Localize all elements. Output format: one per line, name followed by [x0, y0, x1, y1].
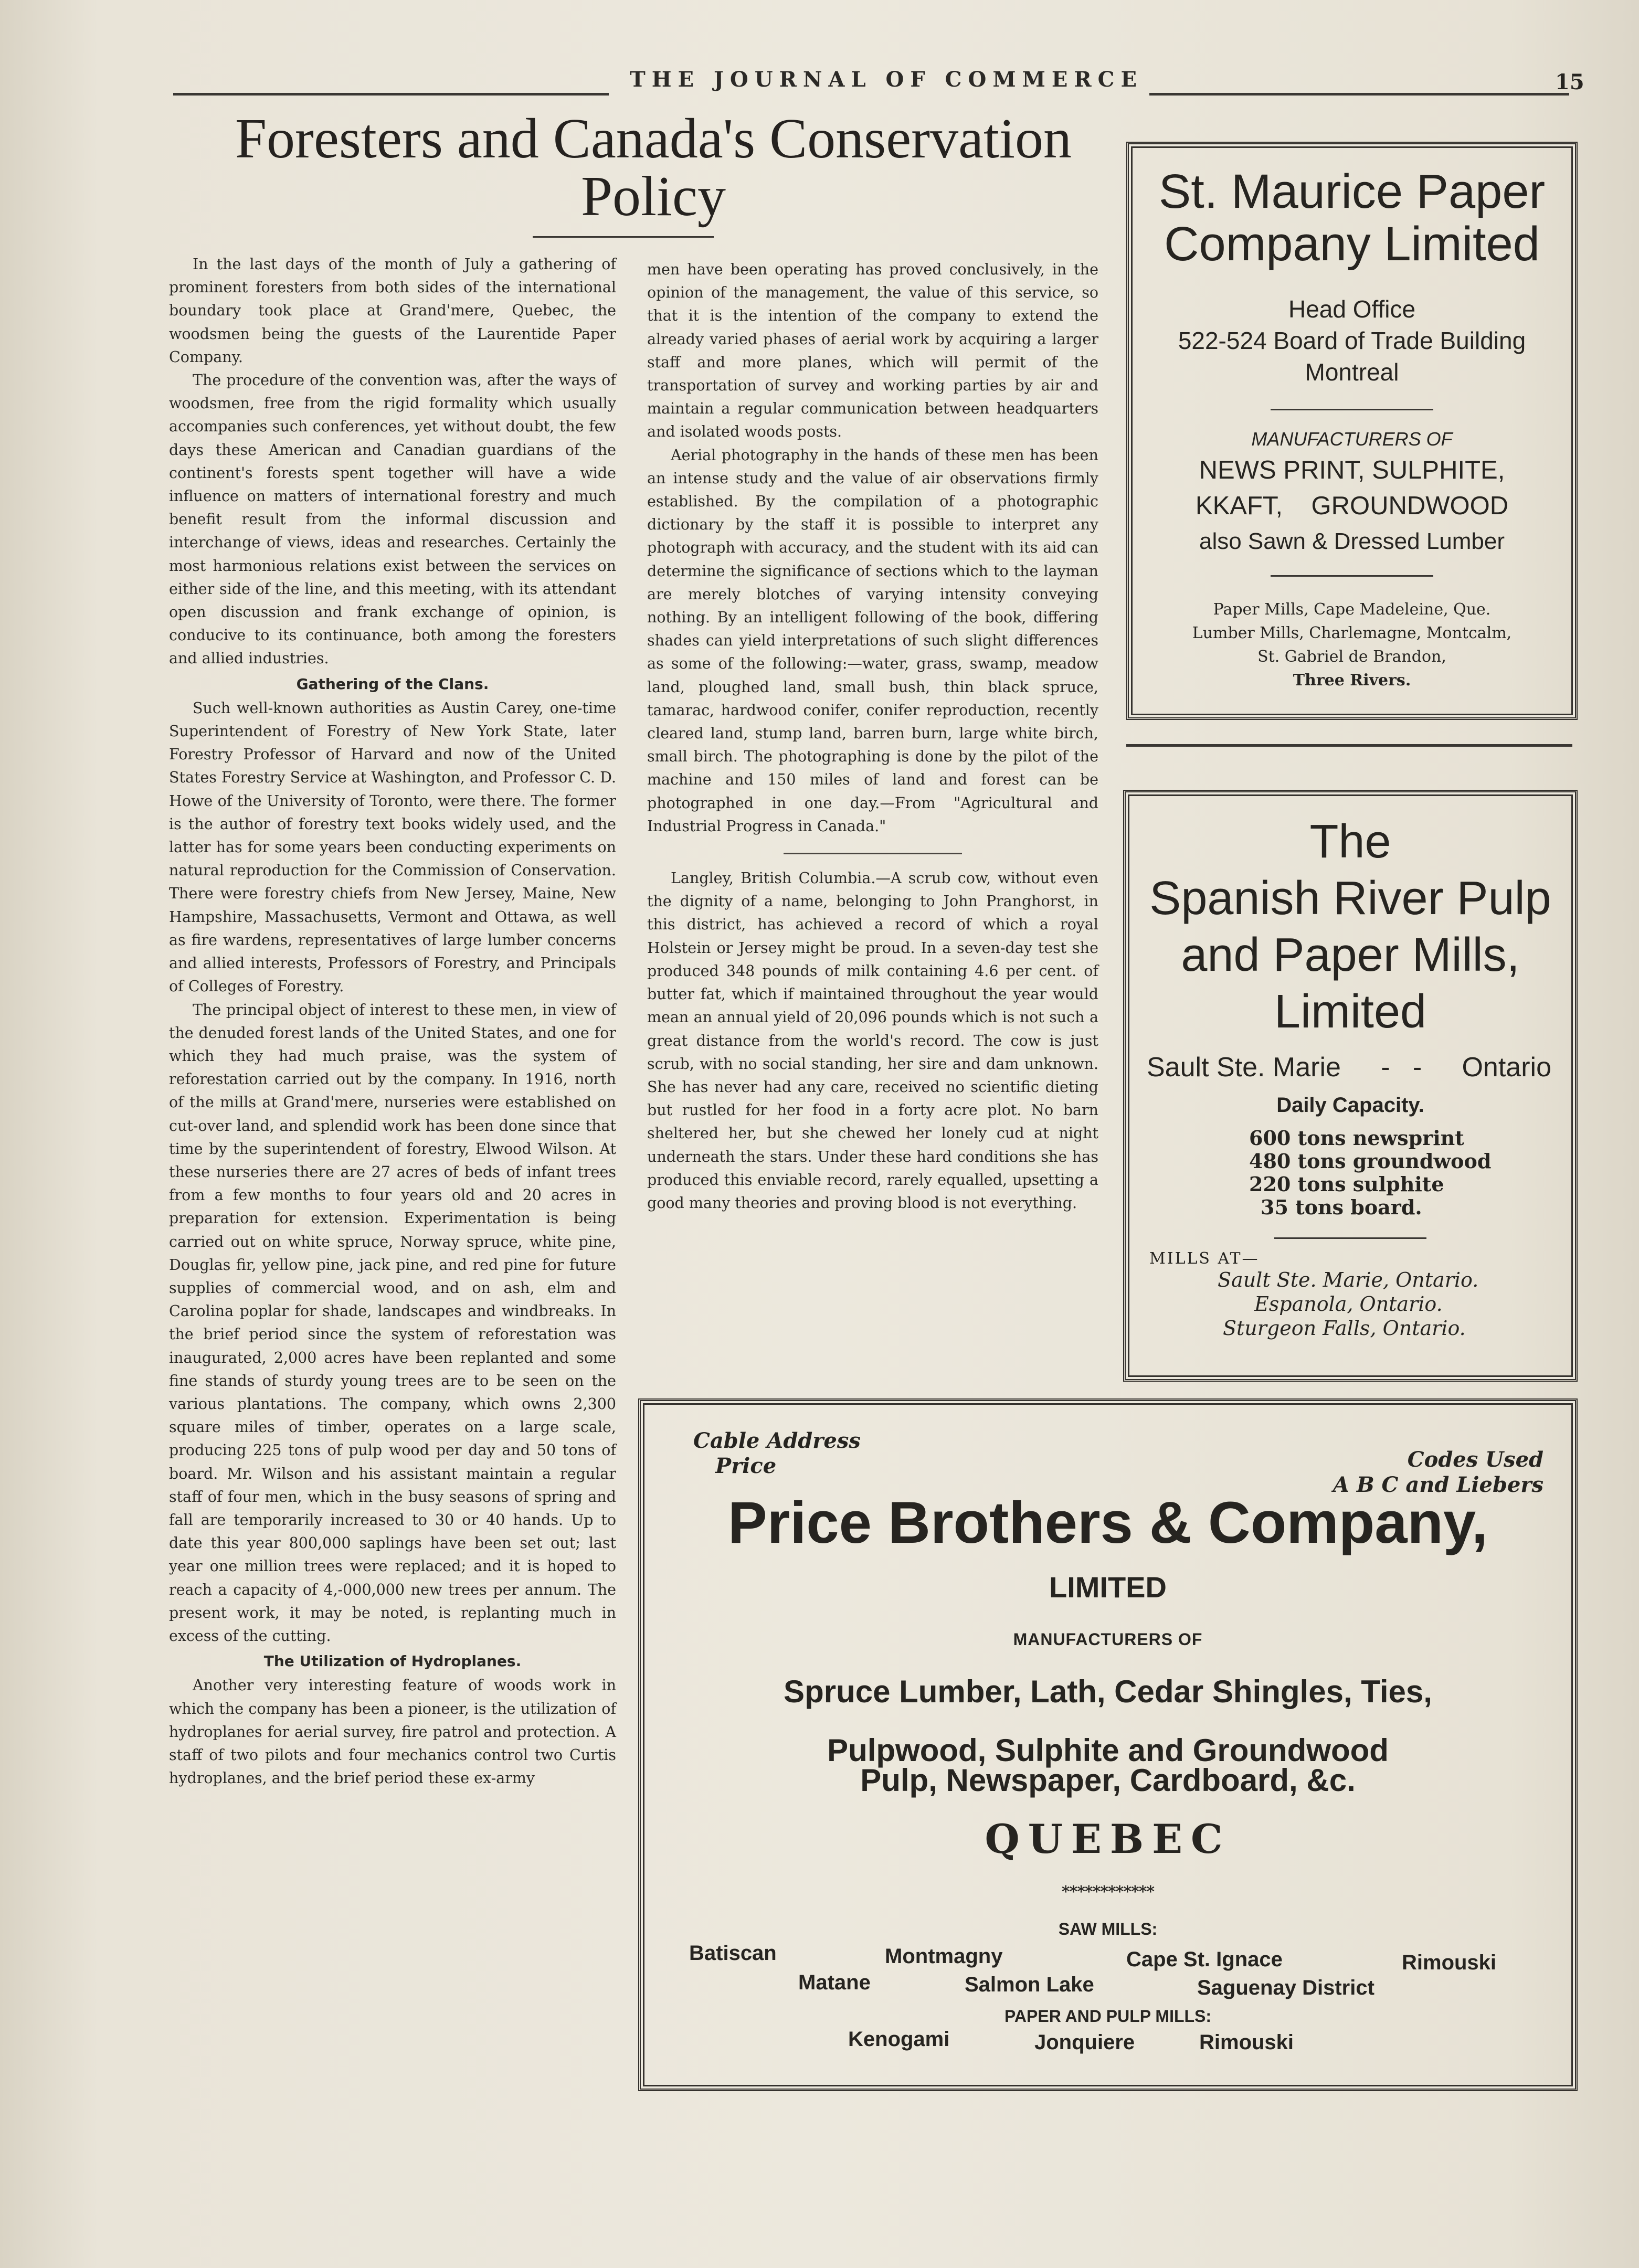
mills-label: MILLS AT— — [1149, 1249, 1260, 1268]
company-name: Price Brothers & Company, — [727, 1490, 1488, 1555]
divider — [1271, 409, 1433, 410]
company-name-line: The — [1309, 815, 1391, 868]
location-city: Sault Ste. Marie — [1147, 1052, 1341, 1083]
mill-line: Sturgeon Falls, Ontario. — [1223, 1317, 1466, 1340]
company-name-line: Spanish River Pulp — [1149, 872, 1551, 925]
saw-mill: Matane — [798, 1971, 871, 1994]
saw-mills-label: SAW MILLS: — [1058, 1920, 1158, 1938]
paragraph: The procedure of the convention was, after the ways of woodsmen, free from the rigid formality which usually accompanies such conferences, yet without doubt, the few days these American and Canadian guardians of the continent's forests spent together will have a wide influence on matters of international forestry and much benefit result from the informal discussion and interchange of views, ideas and researches. Certainly the most harmonious relations exist between the services on either side of the line, and this meeting, with its attendant open discussion and frank exchange of opinion, is conducive to its continuance, both among the foresters and allied industries. — [169, 372, 616, 667]
capacity-label: Daily Capacity. — [1276, 1094, 1424, 1117]
title-underline — [533, 236, 714, 238]
pulp-mill: Rimouski — [1199, 2031, 1294, 2054]
article-title: Foresters and Canada's Conservation Policy — [235, 108, 1072, 228]
mill-line: Sault Ste. Marie, Ontario. — [1218, 1268, 1479, 1291]
office-line: Head Office — [1288, 295, 1416, 323]
page-number: 15 — [1555, 70, 1584, 94]
cable-value: Price — [715, 1454, 777, 1478]
paragraph: men have been operating has proved conclusively, in the opinion of the management, the value of this service, so that it is the intention of the company to extend the already varied phases of aerial work by acquiring a larger staff and more planes, which will permit of the transportation of survey and working parties by air and maintain a regular communication between headquarters and isolated woods posts. — [647, 261, 1098, 441]
article-column-2 — [647, 258, 1098, 1215]
paragraph: Langley, British Columbia.—A scrub cow, without even the dignity of a name, belonging to John Pranghorst, in this district, has achieved a record of which a royal Holstein or Jersey might be proud. In a seven-day test she produced 348 pounds of milk containing 4.6 per cent. of butter fat, which if maintained throughout the year would mean an annual yield of 20,096 pounds which is not such a great distance from the world's record. The cow is just scrub, with no social standing, her sire and dam unknown. She has never had any care, received no scientific dieting but rustled for her food in a forty acre plot. No barn sheltered her, but she chewed her lonely cud at night underneath the stars. Under these hard conditions she has produced this enviable record, rarely equalled, upsetting a good many theories and proving blood is not everything. — [647, 870, 1098, 1212]
mill-line: Three Rivers. — [1293, 671, 1411, 690]
price-brothers-ad — [638, 1398, 1578, 2091]
pulp-mill: Kenogami — [848, 2028, 950, 2051]
paragraph: Such well-known authorities as Austin Carey, one-time Superintendent of Forestry of New York State, later Forestry Professor of Harvard and now of the United States Forestry Service at Washington, and Professor C. D. Howe of the University of Toronto, were there. The former is the author of forestry text books widely used, and the latter has for some years been conducting experiments on natural reproduction for the Commission of Conservation. There were forestry chiefs from New Jersey, Maine, New Hampshire, Massachusetts, Vermont and Ottawa, as well as fire wardens, representatives of large lumber concerns and allied interests, Professors of Forestry, and Principals of Colleges of Forestry. — [169, 699, 616, 995]
products — [1129, 452, 1575, 559]
product-line: Pulp, Newspaper, Cardboard, &c. — [860, 1763, 1356, 1798]
company-name-line: Company Limited — [1164, 217, 1540, 271]
location-province: Ontario — [1462, 1052, 1551, 1083]
subheading: Gathering of the Clans. — [296, 675, 489, 693]
saw-mill: Salmon Lake — [965, 1973, 1094, 1996]
company-name — [1126, 813, 1575, 1040]
st-maurice-ad — [1126, 142, 1578, 720]
product-line: NEWS PRINT, SULPHITE, — [1199, 456, 1505, 484]
city: QUEBEC — [985, 1816, 1231, 1862]
subheading: The Utilization of Hydroplanes. — [263, 1652, 522, 1670]
location — [1126, 1052, 1575, 1083]
saw-mill: Cape St. Ignace — [1126, 1948, 1283, 1971]
office-line: 522-524 Board of Trade Building — [1178, 327, 1526, 354]
company-name — [1129, 165, 1575, 270]
product-line: also Sawn & Dressed Lumber — [1199, 528, 1505, 554]
company-name-line: and Paper Mills, — [1181, 929, 1520, 981]
paragraph: Aerial photography in the hands of these men has been an intense study and the value of air observations firmly established. By the compilation of a photographic dictionary by the staff it is possible to interpret any photograph with accuracy, and the student with its aid can determine the significance of sections which to the layman are merely blotches of varying intensity conveying nothing. By an intelligent following of the book, differing shades can yield interpretations of such slight differences as some of the following:—water, grass, swamp, meadow land, ploughed land, small bush, thin black spruce, tamarac, hardwood conifer, conifer reproduction, recently cleared land, stump land, barren burn, large white birch, small birch. The photographing is done by the pilot of the machine and 150 miles of land and forest can be photographed in one day.—From "Agricultural and Industrial Progress in Canada." — [647, 446, 1098, 835]
paragraph: In the last days of the month of July a gathering of prominent foresters from both sides of the international boundary took place at Grand'mere, Quebec, the woodsmen being the guests of the Laurentide Paper Company. — [169, 256, 616, 366]
mill-line: Paper Mills, Cape Madeleine, Que. — [1213, 600, 1491, 619]
office-line: Montreal — [1305, 358, 1399, 386]
spanish-river-ad — [1123, 790, 1578, 1382]
saw-mill: Rimouski — [1402, 1951, 1497, 1974]
ad-separator — [1126, 744, 1572, 747]
capacity-item: 600 tons newsprint — [1249, 1126, 1464, 1150]
article-separator — [784, 853, 962, 854]
capacity-item: 220 tons sulphite — [1249, 1172, 1444, 1196]
saw-mill: Batiscan — [689, 1942, 777, 1965]
limited-label: LIMITED — [1049, 1571, 1167, 1604]
article-column-1 — [169, 253, 616, 1790]
running-title: THE JOURNAL OF COMMERCE — [630, 67, 1143, 92]
company-name-line: Limited — [1274, 985, 1427, 1038]
header-rule-left — [173, 93, 609, 96]
mill-locations — [1129, 598, 1575, 692]
capacity-item: 35 tons board. — [1261, 1195, 1422, 1219]
product-line: Pulpwood, Sulphite and Groundwood — [827, 1733, 1389, 1768]
codes-label: Codes Used — [1407, 1447, 1543, 1472]
head-office — [1129, 293, 1575, 388]
cable-label: Cable Address — [693, 1428, 861, 1453]
mill-line: Lumber Mills, Charlemagne, Montcalm, — [1192, 624, 1512, 642]
pulp-mills-label: PAPER AND PULP MILLS: — [1004, 2007, 1212, 2026]
manufacturers-label: MANUFACTURERS OF — [1013, 1630, 1203, 1649]
paragraph: The principal object of interest to these men, in view of the denuded forest lands of the United States, and one for which they had much praise, was the system of reforestation carried out by the company. In 1916, north of the mills at Grand'mere, nurseries were established on cut-over land, and splendid work has been done since that time by the superintendent of forestry, Elwood Wilson. At these nurseries there are 27 acres of beds of infant trees from a few months to four years old and 20 acres in preparation for extension. Experimentation is being carried out on white spruce, Norway spruce, white pine, Douglas fir, yellow pine, jack pine, and red pine for future supplies of commercial wood, and on ash, elm and Carolina poplar for shade, landscapes and windbreaks. In the brief period since the system of reforestation was inaugurated, 2,000 acres have been replanted and some fine stands of sturdy young trees are to be seen on the various plantations. The company, which owns 2,300 square miles of timber, operates on a large scale, producing 225 tons of pulp wood per day and 50 tons of board. Mr. Wilson and his assistant maintain a regular staff of four men, which in the busy seasons of spring and fall are temporarily increased to 30 or 40 hands. Up to date this year 800,000 saplings have been set out; last year one million trees were replaced; and it is hoped to reach a capacity of 4,-000,000 new trees per annum. The present work, it may be noted, is replanting much in excess of the cutting. — [169, 1001, 616, 1645]
mill-list — [1218, 1268, 1575, 1340]
pulp-mill: Jonquiere — [1034, 2031, 1135, 2054]
capacity-item: 480 tons groundwood — [1249, 1149, 1492, 1173]
header-rule-right — [1149, 93, 1569, 96]
capacity-list — [1249, 1127, 1575, 1219]
divider — [1274, 1237, 1426, 1239]
cable-address — [693, 1428, 861, 1479]
divider — [1271, 575, 1433, 577]
paragraph: Another very interesting feature of woods work in which the company has been a pioneer, is the utilization of hydroplanes for aerial survey, fire patrol and protection. A staff of two pilots and four mechanics control two Curtis hydroplanes, and the brief period these ex-army — [169, 1677, 616, 1787]
location-dashes: - - — [1381, 1052, 1422, 1083]
manufacturers-label: MANUFACTURERS OF — [1251, 428, 1453, 450]
codes-value: A B C and Liebers — [1333, 1472, 1543, 1497]
saw-mill: Saguenay District — [1197, 1976, 1374, 1999]
product-line: KKAFT, GROUNDWOOD — [1195, 492, 1509, 520]
company-name-line: St. Maurice Paper — [1158, 165, 1546, 218]
mill-line: Espanola, Ontario. — [1254, 1292, 1443, 1316]
saw-mill: Montmagny — [885, 1945, 1003, 1968]
product-line: Spruce Lumber, Lath, Cedar Shingles, Ties, — [784, 1674, 1432, 1709]
ornament: ************ — [1061, 1883, 1155, 1901]
mill-line: St. Gabriel de Brandon, — [1257, 648, 1446, 666]
